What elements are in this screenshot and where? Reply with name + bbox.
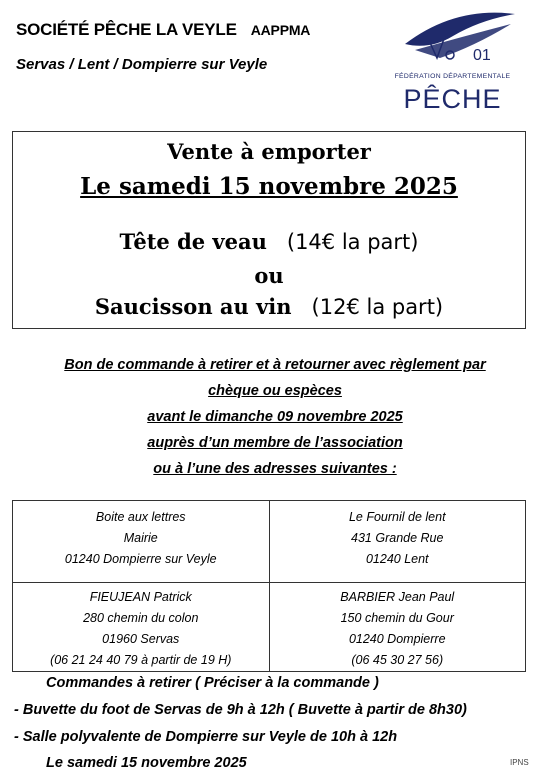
order-line-1: Bon de commande à retirer et à retourner avec règlement par (64, 357, 486, 373)
society-name: SOCIÉTÉ PÊCHE LA VEYLE (16, 20, 237, 39)
address-line: 01240 Lent (365, 552, 429, 566)
item-2-name: Saucisson au vin (94, 294, 292, 319)
pickup-line-2: - Salle polyvalente de Dompierre sur Veyle de 10h à 12h (14, 729, 398, 745)
address-line: Le Fournil de lent (348, 510, 446, 524)
address-cell (269, 501, 526, 583)
address-cell (269, 583, 526, 672)
sale-box (12, 131, 526, 329)
address-line: 150 chemin du Gour (340, 611, 454, 625)
ipns-mark: IPNS (510, 758, 529, 767)
pickup-line-1: - Buvette du foot de Servas de 9h à 12h ( Buvette à partir de 8h30) (14, 702, 467, 718)
pickup-date: Le samedi 15 novembre 2025 (46, 755, 247, 771)
pickup-heading: Commandes à retirer ( Préciser à la commande ) (46, 675, 379, 691)
aappma-label: AAPPMA (250, 22, 311, 38)
order-line-3: avant le dimanche 09 novembre 2025 (147, 409, 403, 425)
sale-item-2 (13, 294, 525, 319)
federation-logo (385, 6, 520, 116)
address-line: 01240 Dompierre (348, 632, 446, 646)
address-table (12, 500, 526, 672)
address-line: Boite aux lettres (95, 510, 186, 524)
address-line: BARBIER Jean Paul (340, 590, 455, 604)
order-line-4: auprès d’un membre de l’association (147, 435, 403, 451)
table-row (13, 501, 526, 583)
header-title (16, 20, 310, 40)
header-subtitle: Servas / Lent / Dompierre sur Veyle (16, 56, 268, 73)
order-line-5: ou à l’une des adresses suivantes : (153, 461, 397, 477)
address-line: FIEUJEAN Patrick (89, 590, 192, 604)
logo-name: PÊCHE (403, 84, 502, 114)
address-phone: (06 21 24 40 79 à partir de 19 H) (50, 653, 232, 667)
address-phone: (06 45 30 27 56) (351, 653, 444, 667)
order-line-2: chèque ou espèces (208, 383, 342, 399)
logo-federation: FÉDÉRATION DÉPARTEMENTALE (394, 73, 511, 80)
address-line: Mairie (123, 531, 158, 545)
address-line: 01240 Dompierre sur Veyle (64, 552, 217, 566)
sale-item-1 (13, 229, 525, 254)
sale-separator: ou (254, 263, 284, 288)
item-2-price: (12€ la part) (311, 295, 444, 319)
address-line: 431 Grande Rue (351, 531, 444, 545)
sale-date: Le samedi 15 novembre 2025 (80, 173, 458, 200)
logo-number: 01 (473, 47, 491, 64)
fish-icon (385, 6, 520, 76)
address-cell (13, 501, 270, 583)
item-1-price: (14€ la part) (286, 230, 419, 254)
address-line: 280 chemin du colon (83, 611, 199, 625)
sale-heading: Vente à emporter (167, 139, 371, 164)
address-line: 01960 Servas (102, 632, 180, 646)
table-row (13, 583, 526, 672)
address-cell (13, 583, 270, 672)
item-1-name: Tête de veau (119, 229, 267, 254)
